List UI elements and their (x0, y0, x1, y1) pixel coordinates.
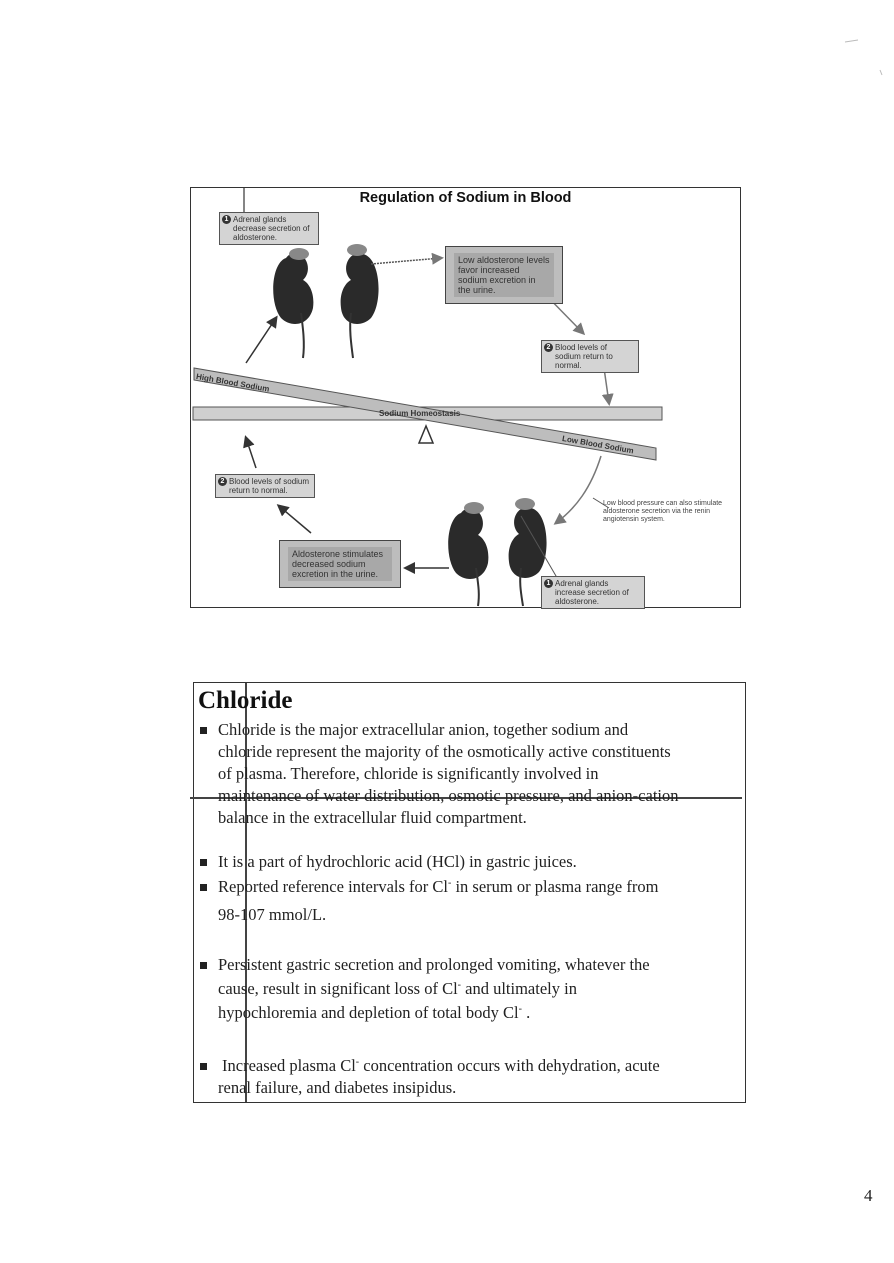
b1-line2: chloride represent the majority of the osmotically active constituents (218, 742, 671, 761)
bullet-marker (200, 1063, 207, 1070)
b5-line1b: concentration occurs with dehydration, acute (359, 1056, 660, 1075)
b4-line3b: . (521, 1003, 531, 1022)
step-number: 1 (544, 579, 553, 588)
bullet-marker (200, 884, 207, 891)
bullet-5 (198, 1055, 738, 1101)
bullet-marker (200, 859, 207, 866)
step1-top-text: Adrenal glands decrease secretion of aldosterone. (233, 215, 310, 242)
b1-line1: Chloride is the major extracellular anion, together sodium and (218, 720, 629, 739)
b4-line2a: cause, result in significant loss of Cl (218, 979, 458, 998)
low-blood-sodium-label: Low Blood Sodium (561, 434, 635, 456)
step1-bottom-callout (541, 576, 645, 609)
b4-line1: Persistent gastric secretion and prolonged vomiting, whatever the (218, 955, 650, 974)
b5-sup: - (355, 1056, 360, 1068)
b4-sup2: - (518, 1003, 522, 1015)
b4-line2b: and ultimately in (461, 979, 577, 998)
kidneys-top (273, 244, 378, 358)
b1-line3: of plasma. Therefore, chloride is significantly involved in (218, 764, 599, 783)
b4-sup: - (457, 979, 462, 991)
b5-line1a: Increased plasma Cl (222, 1056, 356, 1075)
b1-line4: maintenance of water distribution, osmotic pressure, and anion-cation (218, 786, 679, 805)
renin-angiotensin-note: Low blood pressure can also stimulate aldosterone secretion via the renin angiotensin system. (603, 500, 723, 523)
aldosterone-stimulates-box (279, 540, 401, 588)
bullet-3 (198, 876, 738, 924)
bullet-4 (198, 954, 738, 1024)
page-number: 4 (864, 1186, 873, 1205)
b1-line5: balance in the extracellular fluid compartment. (218, 808, 527, 827)
diagram-title: Regulation of Sodium in Blood (359, 190, 572, 206)
b3-line1b: in serum or plasma range from (451, 877, 659, 896)
b4-line3a: hypochloremia and depletion of total body Cl (218, 1003, 519, 1022)
step2-bottom-text: Blood levels of sodium return to normal. (229, 477, 310, 495)
b5-line2: renal failure, and diabetes insipidus. (218, 1078, 457, 1097)
step1-top-callout (219, 212, 319, 245)
aldosterone-stimulates-text: Aldosterone stimulates decreased sodium excretion in the urine. (288, 547, 392, 581)
b3-line2: 98-107 mmol/L. (218, 905, 327, 924)
step-number: 1 (222, 215, 231, 224)
bullet-2 (198, 851, 738, 875)
step2-top-callout (541, 340, 639, 373)
scan-marks (0, 0, 894, 100)
bullet-marker (200, 962, 207, 969)
b3-line1a: Reported reference intervals for Cl (218, 877, 448, 896)
step-number: 2 (218, 477, 227, 486)
sodium-homeostasis-label: Sodium Homeostasis (379, 409, 461, 418)
step1-bottom-text: Adrenal glands increase secretion of aldosterone. (555, 579, 629, 606)
bullet-1 (198, 719, 738, 829)
bullet-marker (200, 727, 207, 734)
step-number: 2 (544, 343, 553, 352)
high-blood-sodium-label: High Blood Sodium (195, 372, 271, 394)
low-aldosterone-text: Low aldosterone levels favor increased sodium excretion in the urine. (454, 253, 554, 297)
b2-text: It is a part of hydrochloric acid (HCl) in gastric juices. (218, 852, 577, 871)
step2-top-text: Blood levels of sodium return to normal. (555, 343, 613, 370)
chloride-slide (193, 682, 746, 1103)
low-aldosterone-box (445, 246, 563, 304)
sodium-regulation-diagram (190, 187, 741, 608)
chloride-title: Chloride (198, 687, 293, 714)
step2-bottom-callout (215, 474, 315, 498)
b3-sup: - (447, 877, 452, 889)
